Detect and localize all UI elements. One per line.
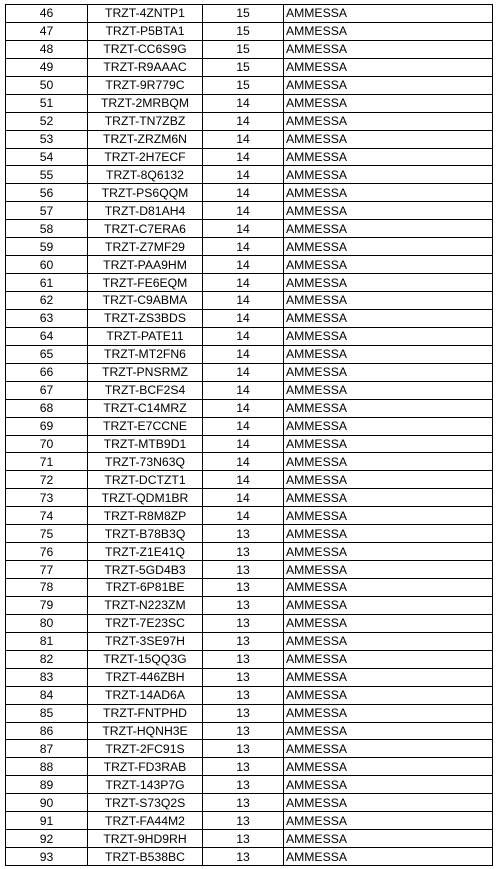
code-cell: TRZT-4ZNTP1 [88, 5, 203, 23]
table-row [6, 184, 493, 202]
position-cell: 90 [6, 794, 88, 812]
code-cell: TRZT-2FC91S [88, 740, 203, 758]
code-cell: TRZT-S73Q2S [88, 794, 203, 812]
table-row [6, 579, 493, 597]
status-cell: AMMESSA [284, 202, 493, 220]
score-cell: 13 [203, 812, 284, 830]
score-cell: 13 [203, 740, 284, 758]
position-cell: 59 [6, 238, 88, 256]
code-cell: TRZT-PS6QQM [88, 184, 203, 202]
status-cell: AMMESSA [284, 381, 493, 399]
status-cell: AMMESSA [284, 471, 493, 489]
status-cell: AMMESSA [284, 40, 493, 58]
table-row [6, 327, 493, 345]
table-row [6, 668, 493, 686]
table-row [6, 76, 493, 94]
score-cell: 13 [203, 776, 284, 794]
table-row [6, 435, 493, 453]
position-cell: 92 [6, 830, 88, 848]
score-cell: 14 [203, 148, 284, 166]
status-cell: AMMESSA [284, 5, 493, 23]
status-cell: AMMESSA [284, 94, 493, 112]
code-cell: TRZT-CC6S9G [88, 40, 203, 58]
score-cell: 14 [203, 112, 284, 130]
position-cell: 80 [6, 614, 88, 632]
score-cell: 14 [203, 256, 284, 274]
code-cell: TRZT-PATE11 [88, 327, 203, 345]
position-cell: 78 [6, 579, 88, 597]
score-cell: 14 [203, 399, 284, 417]
score-cell: 15 [203, 40, 284, 58]
score-cell: 14 [203, 327, 284, 345]
score-cell: 14 [203, 417, 284, 435]
position-cell: 61 [6, 274, 88, 292]
position-cell: 64 [6, 327, 88, 345]
score-cell: 13 [203, 543, 284, 561]
position-cell: 68 [6, 399, 88, 417]
score-cell: 13 [203, 722, 284, 740]
code-cell: TRZT-73N63Q [88, 453, 203, 471]
status-cell: AMMESSA [284, 220, 493, 238]
score-cell: 13 [203, 596, 284, 614]
status-cell: AMMESSA [284, 812, 493, 830]
code-cell: TRZT-PNSRMZ [88, 363, 203, 381]
code-cell: TRZT-3SE97H [88, 632, 203, 650]
score-cell: 13 [203, 830, 284, 848]
code-cell: TRZT-14AD6A [88, 686, 203, 704]
table-row [6, 22, 493, 40]
position-cell: 55 [6, 166, 88, 184]
position-cell: 46 [6, 5, 88, 23]
score-cell: 14 [203, 489, 284, 507]
code-cell: TRZT-FE6EQM [88, 274, 203, 292]
position-cell: 93 [6, 848, 88, 866]
position-cell: 70 [6, 435, 88, 453]
status-cell: AMMESSA [284, 632, 493, 650]
code-cell: TRZT-ZRZM6N [88, 130, 203, 148]
status-cell: AMMESSA [284, 830, 493, 848]
score-cell: 14 [203, 309, 284, 327]
score-cell: 15 [203, 58, 284, 76]
table-row [6, 614, 493, 632]
status-cell: AMMESSA [284, 848, 493, 866]
status-cell: AMMESSA [284, 579, 493, 597]
status-cell: AMMESSA [284, 309, 493, 327]
table-row [6, 309, 493, 327]
position-cell: 79 [6, 596, 88, 614]
status-cell: AMMESSA [284, 58, 493, 76]
table-row [6, 5, 493, 23]
position-cell: 57 [6, 202, 88, 220]
status-cell: AMMESSA [284, 417, 493, 435]
table-row [6, 686, 493, 704]
table-row [6, 40, 493, 58]
position-cell: 69 [6, 417, 88, 435]
score-cell: 14 [203, 220, 284, 238]
code-cell: TRZT-B78B3Q [88, 525, 203, 543]
status-cell: AMMESSA [284, 453, 493, 471]
score-cell: 15 [203, 22, 284, 40]
score-cell: 14 [203, 453, 284, 471]
table-row [6, 561, 493, 579]
position-cell: 52 [6, 112, 88, 130]
score-cell: 14 [203, 274, 284, 292]
position-cell: 82 [6, 650, 88, 668]
position-cell: 50 [6, 76, 88, 94]
table-row [6, 274, 493, 292]
position-cell: 67 [6, 381, 88, 399]
table-row [6, 399, 493, 417]
status-cell: AMMESSA [284, 525, 493, 543]
table-row [6, 453, 493, 471]
score-cell: 14 [203, 381, 284, 399]
score-cell: 14 [203, 202, 284, 220]
table-row [6, 381, 493, 399]
position-cell: 71 [6, 453, 88, 471]
table-row [6, 345, 493, 363]
table-row [6, 776, 493, 794]
table-row [6, 848, 493, 866]
status-cell: AMMESSA [284, 561, 493, 579]
position-cell: 73 [6, 489, 88, 507]
status-cell: AMMESSA [284, 776, 493, 794]
status-cell: AMMESSA [284, 166, 493, 184]
table-row [6, 220, 493, 238]
table-row [6, 543, 493, 561]
position-cell: 62 [6, 292, 88, 310]
score-cell: 14 [203, 130, 284, 148]
code-cell: TRZT-P5BTA1 [88, 22, 203, 40]
position-cell: 86 [6, 722, 88, 740]
status-cell: AMMESSA [284, 435, 493, 453]
position-cell: 91 [6, 812, 88, 830]
status-cell: AMMESSA [284, 399, 493, 417]
position-cell: 54 [6, 148, 88, 166]
code-cell: TRZT-15QQ3G [88, 650, 203, 668]
code-cell: TRZT-2H7ECF [88, 148, 203, 166]
score-cell: 14 [203, 345, 284, 363]
code-cell: TRZT-HQNH3E [88, 722, 203, 740]
results-table [5, 4, 493, 866]
position-cell: 60 [6, 256, 88, 274]
table-row [6, 94, 493, 112]
position-cell: 88 [6, 758, 88, 776]
status-cell: AMMESSA [284, 76, 493, 94]
score-cell: 13 [203, 632, 284, 650]
code-cell: TRZT-MT2FN6 [88, 345, 203, 363]
table-row [6, 722, 493, 740]
code-cell: TRZT-446ZBH [88, 668, 203, 686]
table-row [6, 238, 493, 256]
score-cell: 14 [203, 471, 284, 489]
results-table-body [6, 5, 493, 866]
score-cell: 15 [203, 76, 284, 94]
table-row [6, 830, 493, 848]
code-cell: TRZT-B538BC [88, 848, 203, 866]
position-cell: 66 [6, 363, 88, 381]
position-cell: 47 [6, 22, 88, 40]
status-cell: AMMESSA [284, 148, 493, 166]
position-cell: 77 [6, 561, 88, 579]
table-row [6, 166, 493, 184]
code-cell: TRZT-8Q6132 [88, 166, 203, 184]
position-cell: 63 [6, 309, 88, 327]
score-cell: 13 [203, 686, 284, 704]
score-cell: 14 [203, 94, 284, 112]
table-row [6, 148, 493, 166]
table-row [6, 471, 493, 489]
table-row [6, 130, 493, 148]
code-cell: TRZT-QDM1BR [88, 489, 203, 507]
table-row [6, 758, 493, 776]
table-row [6, 112, 493, 130]
status-cell: AMMESSA [284, 256, 493, 274]
score-cell: 14 [203, 363, 284, 381]
table-row [6, 58, 493, 76]
code-cell: TRZT-7E23SC [88, 614, 203, 632]
table-row [6, 363, 493, 381]
status-cell: AMMESSA [284, 650, 493, 668]
score-cell: 13 [203, 561, 284, 579]
code-cell: TRZT-Z1E41Q [88, 543, 203, 561]
code-cell: TRZT-R9AAAC [88, 58, 203, 76]
score-cell: 13 [203, 525, 284, 543]
status-cell: AMMESSA [284, 758, 493, 776]
table-row [6, 812, 493, 830]
position-cell: 65 [6, 345, 88, 363]
code-cell: TRZT-R8M8ZP [88, 507, 203, 525]
code-cell: TRZT-DCTZT1 [88, 471, 203, 489]
code-cell: TRZT-C14MRZ [88, 399, 203, 417]
status-cell: AMMESSA [284, 292, 493, 310]
score-cell: 13 [203, 668, 284, 686]
code-cell: TRZT-PAA9HM [88, 256, 203, 274]
status-cell: AMMESSA [284, 507, 493, 525]
status-cell: AMMESSA [284, 794, 493, 812]
table-row [6, 256, 493, 274]
status-cell: AMMESSA [284, 722, 493, 740]
table-row [6, 202, 493, 220]
code-cell: TRZT-D81AH4 [88, 202, 203, 220]
score-cell: 13 [203, 794, 284, 812]
table-row [6, 740, 493, 758]
table-row [6, 417, 493, 435]
position-cell: 48 [6, 40, 88, 58]
score-cell: 14 [203, 435, 284, 453]
position-cell: 53 [6, 130, 88, 148]
position-cell: 75 [6, 525, 88, 543]
table-row [6, 489, 493, 507]
code-cell: TRZT-N223ZM [88, 596, 203, 614]
position-cell: 51 [6, 94, 88, 112]
status-cell: AMMESSA [284, 22, 493, 40]
score-cell: 13 [203, 614, 284, 632]
score-cell: 14 [203, 507, 284, 525]
code-cell: TRZT-6P81BE [88, 579, 203, 597]
code-cell: TRZT-5GD4B3 [88, 561, 203, 579]
score-cell: 13 [203, 704, 284, 722]
code-cell: TRZT-FA44M2 [88, 812, 203, 830]
table-row [6, 632, 493, 650]
code-cell: TRZT-2MRBQM [88, 94, 203, 112]
position-cell: 76 [6, 543, 88, 561]
status-cell: AMMESSA [284, 327, 493, 345]
status-cell: AMMESSA [284, 704, 493, 722]
code-cell: TRZT-C9ABMA [88, 292, 203, 310]
position-cell: 89 [6, 776, 88, 794]
position-cell: 87 [6, 740, 88, 758]
status-cell: AMMESSA [284, 274, 493, 292]
position-cell: 74 [6, 507, 88, 525]
code-cell: TRZT-FD3RAB [88, 758, 203, 776]
position-cell: 85 [6, 704, 88, 722]
code-cell: TRZT-E7CCNE [88, 417, 203, 435]
status-cell: AMMESSA [284, 112, 493, 130]
position-cell: 56 [6, 184, 88, 202]
score-cell: 14 [203, 166, 284, 184]
code-cell: TRZT-ZS3BDS [88, 309, 203, 327]
status-cell: AMMESSA [284, 184, 493, 202]
status-cell: AMMESSA [284, 668, 493, 686]
table-row [6, 292, 493, 310]
table-row [6, 794, 493, 812]
table-row [6, 525, 493, 543]
table-row [6, 704, 493, 722]
position-cell: 58 [6, 220, 88, 238]
score-cell: 14 [203, 184, 284, 202]
code-cell: TRZT-FNTPHD [88, 704, 203, 722]
score-cell: 13 [203, 758, 284, 776]
score-cell: 13 [203, 848, 284, 866]
position-cell: 83 [6, 668, 88, 686]
status-cell: AMMESSA [284, 686, 493, 704]
status-cell: AMMESSA [284, 543, 493, 561]
table-row [6, 596, 493, 614]
status-cell: AMMESSA [284, 740, 493, 758]
score-cell: 14 [203, 292, 284, 310]
table-row [6, 507, 493, 525]
code-cell: TRZT-BCF2S4 [88, 381, 203, 399]
position-cell: 81 [6, 632, 88, 650]
status-cell: AMMESSA [284, 489, 493, 507]
position-cell: 84 [6, 686, 88, 704]
status-cell: AMMESSA [284, 596, 493, 614]
code-cell: TRZT-143P7G [88, 776, 203, 794]
code-cell: TRZT-TN7ZBZ [88, 112, 203, 130]
position-cell: 72 [6, 471, 88, 489]
code-cell: TRZT-C7ERA6 [88, 220, 203, 238]
status-cell: AMMESSA [284, 614, 493, 632]
status-cell: AMMESSA [284, 345, 493, 363]
code-cell: TRZT-9R779C [88, 76, 203, 94]
score-cell: 13 [203, 650, 284, 668]
table-row [6, 650, 493, 668]
score-cell: 15 [203, 5, 284, 23]
status-cell: AMMESSA [284, 130, 493, 148]
code-cell: TRZT-Z7MF29 [88, 238, 203, 256]
code-cell: TRZT-MTB9D1 [88, 435, 203, 453]
status-cell: AMMESSA [284, 363, 493, 381]
position-cell: 49 [6, 58, 88, 76]
code-cell: TRZT-9HD9RH [88, 830, 203, 848]
status-cell: AMMESSA [284, 238, 493, 256]
score-cell: 14 [203, 238, 284, 256]
score-cell: 13 [203, 579, 284, 597]
